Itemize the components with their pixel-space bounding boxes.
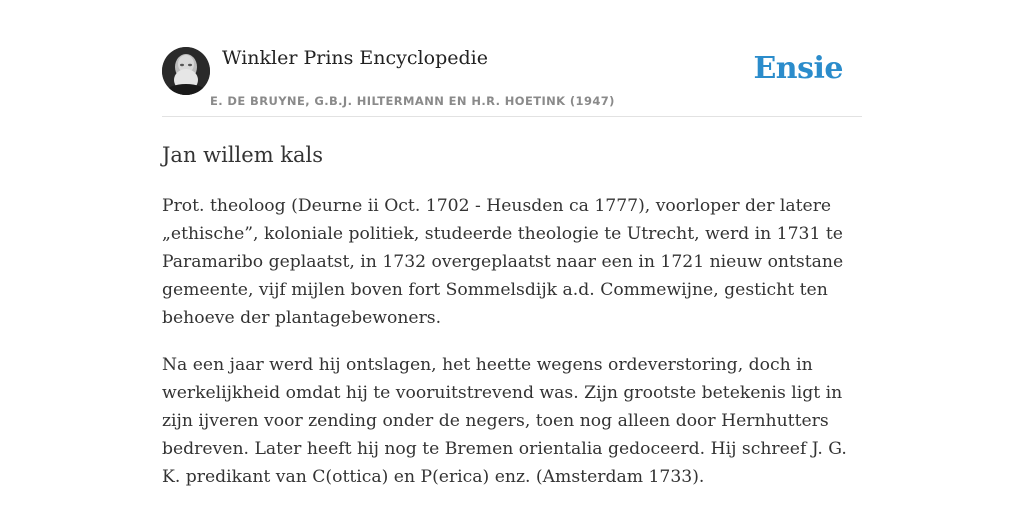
content-container — [162, 0, 862, 487]
author-avatar[interactable] — [162, 47, 210, 95]
article-paragraph-1: Prot. theoloog (Deurne ii Oct. 1702 - Heusden ca 1777), voorloper der latere „ethische”, koloniale politiek, studeerde theologie te Utrecht, werd in 1731 te Paramaribo geplaatst, in 1732 overgeplaatst naar een in 1721 nieuw ontstane gemeente, vijf mijlen boven fort Sommelsdijk a.d. Commewijne, gesticht ten behoeve der plantagebewoners. — [162, 196, 844, 328]
ensie-logo-link[interactable]: Ensie — [753, 51, 843, 86]
author-portrait-icon — [162, 47, 210, 95]
book-header — [162, 0, 862, 117]
book-authors: E. DE BRUYNE, G.B.J. HILTERMANN EN H.R. HOETINK (1947) — [210, 94, 615, 108]
article-title: Jan willem kals — [162, 143, 324, 167]
article-paragraph-2: Na een jaar werd hij ontslagen, het heette wegens ordeverstoring, doch in werkelijkheid omdat hij te vooruitstrevend was. Zijn grootste betekenis ligt in zijn ijveren voor zending onder de negers, toen nog alleen door Hernhutters bedreven. Later heeft hij nog te Bremen orientalia gedoceerd. Hij schreef J. G. K. predikant van C(ottica) en P(erica) enz. (Amsterdam 1733). — [162, 355, 847, 487]
book-title[interactable]: Winkler Prins Encyclopedie — [222, 47, 488, 69]
